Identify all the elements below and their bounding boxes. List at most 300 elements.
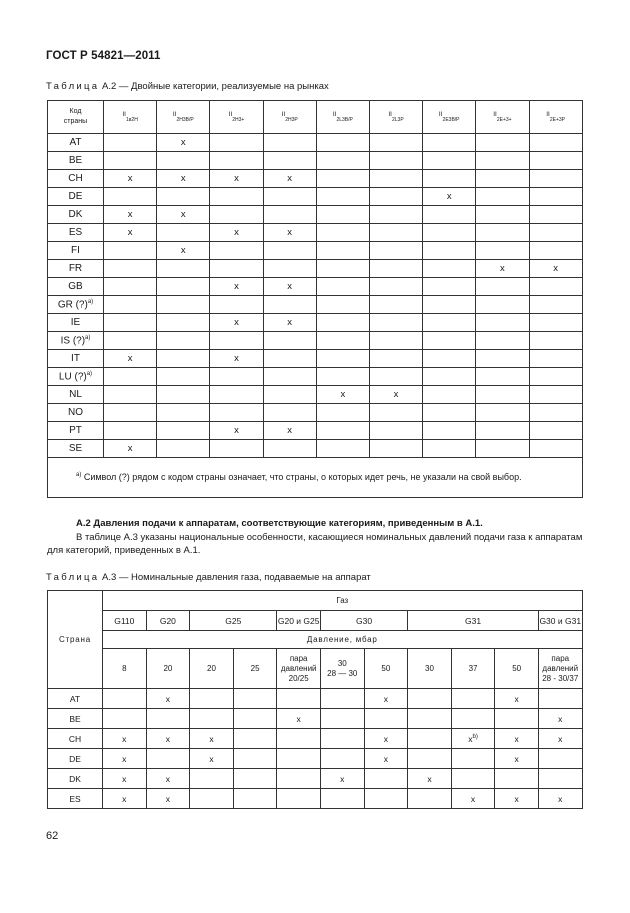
category-numeral: II <box>122 110 126 118</box>
category-subscript: 2Е+3+ <box>496 116 512 123</box>
table-cell <box>476 224 529 242</box>
pressure-line: 50 <box>381 663 391 673</box>
table-cell <box>316 206 369 224</box>
category-subscript: 1в2Н <box>125 116 138 123</box>
country-code-cell: DE <box>48 749 103 769</box>
table-cell <box>316 242 369 260</box>
category-subscript: 2L3Р <box>392 116 404 123</box>
table-cell <box>104 314 157 332</box>
category-subscript: 2Е+3Р <box>549 116 565 123</box>
table-cell <box>320 749 364 769</box>
table-cell <box>316 278 369 296</box>
country-code: CH <box>68 173 83 184</box>
table-cell <box>277 749 321 769</box>
table-cell <box>104 152 157 170</box>
table-cell <box>423 134 476 152</box>
table-a3-caption <box>46 572 371 583</box>
table-cell <box>277 709 321 729</box>
cell-value: x <box>383 693 388 704</box>
table-row <box>48 260 583 278</box>
table-cell <box>233 729 277 749</box>
table-cell <box>103 689 147 709</box>
country-code: PT <box>69 425 82 436</box>
table-cell <box>103 709 147 729</box>
table-cell: x <box>157 134 210 152</box>
table-cell <box>476 368 529 386</box>
table-cell <box>423 206 476 224</box>
table-cell <box>157 152 210 170</box>
table-cell <box>320 789 364 809</box>
table-cell <box>210 206 263 224</box>
pressure-line: 20 <box>163 663 173 673</box>
table-cell <box>190 709 234 729</box>
header-cell-pressure-value <box>364 649 408 689</box>
pressure-line: давлений <box>280 663 317 673</box>
table-cell <box>369 242 422 260</box>
header-cell-category <box>369 101 422 134</box>
table-cell <box>104 188 157 206</box>
header-cell-country-code <box>48 101 104 134</box>
table-cell <box>210 134 263 152</box>
header-cell-gas-group: G20 и G25 <box>277 611 321 631</box>
table-cell <box>263 188 316 206</box>
header-cell-category <box>529 101 582 134</box>
table-cell <box>451 689 495 709</box>
cell-value: x <box>340 773 345 784</box>
country-code: FR <box>68 263 83 274</box>
table-cell <box>529 152 582 170</box>
footnote-marker: а) <box>86 370 93 377</box>
header-cell-pressure-value <box>233 649 277 689</box>
table-cell: x <box>529 260 582 278</box>
table-row <box>48 296 583 314</box>
table-cell <box>423 332 476 350</box>
category-numeral: II <box>332 110 337 118</box>
table-cell <box>529 422 582 440</box>
table-cell <box>423 260 476 278</box>
table-cell <box>146 789 190 809</box>
country-code-cell <box>48 224 104 242</box>
section-title: А.2 Давления подачи к аппаратам, соответствующие категориям, приведенным в А.1. <box>76 518 483 529</box>
cell-value: x <box>209 753 214 764</box>
header-cell-pressure-value <box>320 649 364 689</box>
table-cell <box>316 404 369 422</box>
table-cell: x <box>210 224 263 242</box>
table-cell <box>316 368 369 386</box>
table-cell <box>277 789 321 809</box>
table-cell <box>529 332 582 350</box>
pressure-line: 20/25 <box>288 673 309 683</box>
country-code-cell <box>48 350 104 368</box>
table-cell <box>263 386 316 404</box>
cell-value: x <box>558 793 563 804</box>
paragraph-text: В таблице А.3 указаны национальные особенности, касающиеся номинальных давлений подачи газа к аппаратам для категорий, приведенных в А.1. <box>47 532 583 556</box>
table-cell: x <box>263 278 316 296</box>
table-cell <box>210 152 263 170</box>
table-cell <box>157 314 210 332</box>
table-cell: x <box>104 440 157 458</box>
table-cell <box>146 749 190 769</box>
table-cell <box>263 332 316 350</box>
table-cell <box>316 350 369 368</box>
table-cell <box>495 769 539 789</box>
table-row <box>48 368 583 386</box>
header-cell-category <box>476 101 529 134</box>
table-header-row <box>48 611 583 631</box>
table-cell <box>529 314 582 332</box>
table-cell <box>320 729 364 749</box>
table-cell <box>408 789 452 809</box>
table-cell <box>190 729 234 749</box>
table-cell <box>157 332 210 350</box>
table-cell <box>263 404 316 422</box>
country-code: IT <box>71 353 80 364</box>
table-cell <box>210 368 263 386</box>
table-cell <box>316 134 369 152</box>
cell-value: x <box>514 733 519 744</box>
table-row <box>48 224 583 242</box>
table-row <box>48 422 583 440</box>
table-cell <box>495 709 539 729</box>
table-cell <box>538 769 582 789</box>
caption-label: Таблица <box>46 81 100 92</box>
table-cell <box>146 709 190 729</box>
table-cell <box>263 134 316 152</box>
country-code: BE <box>68 155 83 166</box>
table-cell: x <box>263 224 316 242</box>
table-cell <box>408 689 452 709</box>
footnote-marker: а) <box>87 298 94 305</box>
table-cell <box>210 386 263 404</box>
country-code-cell <box>48 368 104 386</box>
pressure-line: давлений <box>542 663 579 673</box>
table-cell <box>451 709 495 729</box>
table-cell <box>104 422 157 440</box>
table-cell <box>157 386 210 404</box>
table-cell <box>233 709 277 729</box>
table-cell <box>277 729 321 749</box>
table-cell <box>103 789 147 809</box>
table-cell: x <box>157 242 210 260</box>
table-header-row <box>48 101 583 134</box>
table-row <box>48 332 583 350</box>
table-cell <box>157 422 210 440</box>
country-code-cell <box>48 422 104 440</box>
cell-value: x <box>209 733 214 744</box>
footnote-cell <box>48 458 583 498</box>
table-cell <box>104 386 157 404</box>
table-cell <box>263 242 316 260</box>
table-cell <box>408 709 452 729</box>
cell-value: x <box>514 753 519 764</box>
table-cell <box>451 749 495 769</box>
table-a3 <box>47 590 583 809</box>
table-cell <box>210 332 263 350</box>
table-cell <box>190 749 234 769</box>
country-code-cell <box>48 242 104 260</box>
cell-value: x <box>514 693 519 704</box>
table-cell <box>316 170 369 188</box>
table-cell <box>316 224 369 242</box>
country-code-cell: DK <box>48 769 103 789</box>
table-cell <box>476 170 529 188</box>
table-cell <box>476 422 529 440</box>
table-cell <box>408 729 452 749</box>
page-number: 62 <box>46 830 59 842</box>
table-cell <box>316 152 369 170</box>
table-cell <box>476 134 529 152</box>
footnote-marker: а) <box>76 472 82 479</box>
table-a2-caption <box>46 81 329 92</box>
cell-value: x <box>296 713 301 724</box>
header-cell-gas-group: G30 <box>320 611 407 631</box>
standard-header: ГОСТ Р 54821—2011 <box>46 50 161 62</box>
table-cell <box>369 332 422 350</box>
table-cell <box>369 404 422 422</box>
pressure-line: пара <box>289 653 308 663</box>
country-code: LU (?) <box>58 371 87 383</box>
category-subscript: 2Е3В/Р <box>442 116 460 123</box>
table-cell <box>423 296 476 314</box>
table-cell <box>476 404 529 422</box>
table-cell <box>495 689 539 709</box>
table-cell <box>277 769 321 789</box>
caption-label: Таблица <box>46 572 100 583</box>
category-subscript: 2L3В/Р <box>336 116 353 123</box>
table-cell <box>104 134 157 152</box>
table-cell: x <box>476 260 529 278</box>
pressure-line: пара <box>551 653 570 663</box>
table-cell <box>210 260 263 278</box>
table-cell <box>369 152 422 170</box>
header-cell-gas: Газ <box>103 591 583 611</box>
table-cell <box>538 709 582 729</box>
table-cell <box>369 134 422 152</box>
country-code-cell <box>48 404 104 422</box>
table-cell <box>529 224 582 242</box>
table-cell: x <box>104 224 157 242</box>
table-cell <box>263 368 316 386</box>
table-cell <box>529 368 582 386</box>
table-row <box>48 134 583 152</box>
table-cell <box>104 332 157 350</box>
table-cell <box>423 224 476 242</box>
country-code-cell <box>48 206 104 224</box>
table-cell: x <box>263 422 316 440</box>
table-cell <box>263 260 316 278</box>
table-cell <box>104 242 157 260</box>
table-cell <box>364 689 408 709</box>
caption-text: А.3 — Номинальные давления газа, подаваемые на аппарат <box>102 572 371 583</box>
table-cell <box>210 242 263 260</box>
table-cell <box>233 689 277 709</box>
cell-value: x <box>514 793 519 804</box>
header-cell-pressure-value <box>495 649 539 689</box>
header-cell-pressure-value <box>538 649 582 689</box>
table-row <box>48 440 583 458</box>
country-code-cell <box>48 152 104 170</box>
pressure-line: 30 <box>425 663 434 673</box>
table-cell <box>263 350 316 368</box>
country-code: FI <box>71 245 80 256</box>
table-cell <box>210 188 263 206</box>
category-numeral: II <box>388 110 392 118</box>
table-cell <box>408 749 452 769</box>
country-code-cell <box>48 278 104 296</box>
table-a2 <box>47 100 583 498</box>
table-cell <box>476 206 529 224</box>
country-code: DE <box>68 191 83 202</box>
table-cell <box>316 260 369 278</box>
table-cell: x <box>104 206 157 224</box>
table-cell <box>529 404 582 422</box>
header-line: Код <box>69 107 82 115</box>
table-row <box>48 350 583 368</box>
table-cell <box>316 314 369 332</box>
table-cell: x <box>157 206 210 224</box>
table-cell <box>369 170 422 188</box>
table-cell <box>495 749 539 769</box>
header-cell-pressure: Давление, мбар <box>103 631 583 649</box>
pressure-line: 30 <box>337 658 347 668</box>
table-cell <box>316 332 369 350</box>
table-cell <box>529 188 582 206</box>
footnote-row <box>48 458 583 498</box>
header-cell-category <box>210 101 263 134</box>
table-cell <box>233 749 277 769</box>
table-row <box>48 278 583 296</box>
table-cell <box>529 386 582 404</box>
table-row <box>48 789 583 809</box>
cell-value: x <box>122 733 127 744</box>
table-cell <box>364 729 408 749</box>
country-code-cell <box>48 296 104 314</box>
table-cell <box>369 296 422 314</box>
table-cell <box>364 769 408 789</box>
cell-value: x <box>383 753 388 764</box>
header-cell-gas-group: G25 <box>190 611 277 631</box>
table-row <box>48 386 583 404</box>
table-cell <box>210 296 263 314</box>
table-cell <box>369 440 422 458</box>
table-cell <box>495 729 539 749</box>
footnote-marker: а) <box>85 334 91 341</box>
table-row <box>48 749 583 769</box>
table-cell <box>104 404 157 422</box>
pressure-line: 20 <box>207 663 216 673</box>
table-cell: x <box>263 314 316 332</box>
table-cell <box>104 260 157 278</box>
table-cell <box>210 440 263 458</box>
pressure-line: 50 <box>512 663 522 673</box>
table-cell <box>408 769 452 789</box>
cell-value: x <box>165 693 171 704</box>
table-cell <box>316 440 369 458</box>
table-cell <box>146 729 190 749</box>
country-code: AT <box>69 137 82 148</box>
pressure-line: 8 <box>122 663 127 673</box>
country-code: NL <box>69 389 82 400</box>
table-cell <box>423 314 476 332</box>
table-cell <box>369 188 422 206</box>
table-cell <box>423 404 476 422</box>
header-cell-category <box>157 101 210 134</box>
cell-value: x <box>558 713 563 724</box>
header-cell-pressure-value <box>451 649 495 689</box>
table-cell <box>476 350 529 368</box>
cell-value: x <box>427 773 432 784</box>
header-cell-pressure-value <box>190 649 234 689</box>
table-row <box>48 689 583 709</box>
cell-value: x <box>122 793 127 804</box>
country-code: NO <box>68 407 83 418</box>
table-header-row <box>48 631 583 649</box>
table-cell <box>538 689 582 709</box>
table-cell <box>104 296 157 314</box>
country-code: DK <box>68 209 83 220</box>
country-code-cell <box>48 188 104 206</box>
table-cell: x <box>104 350 157 368</box>
table-cell <box>369 206 422 224</box>
table-cell <box>529 440 582 458</box>
header-cell-gas-group: G30 и G31 <box>538 611 582 631</box>
category-subscript: 2Н3В/Р <box>176 116 194 123</box>
table-row <box>48 152 583 170</box>
table-cell <box>476 278 529 296</box>
table-row <box>48 188 583 206</box>
table-cell <box>476 152 529 170</box>
country-code-cell <box>48 386 104 404</box>
pressure-line: 25 <box>250 663 260 673</box>
table-cell <box>423 242 476 260</box>
table-cell <box>233 789 277 809</box>
table-cell: x <box>104 170 157 188</box>
table-header-row <box>48 591 583 611</box>
table-cell <box>369 260 422 278</box>
table-row <box>48 769 583 789</box>
table-row <box>48 729 583 749</box>
table-cell <box>529 170 582 188</box>
category-subscript: 2Н3+ <box>232 116 245 123</box>
table-cell <box>529 242 582 260</box>
country-code-cell: BE <box>48 709 103 729</box>
country-code: ES <box>68 227 83 238</box>
table-cell <box>157 224 210 242</box>
section-paragraph <box>47 531 583 557</box>
country-code-cell <box>48 170 104 188</box>
category-numeral: II <box>172 110 177 118</box>
table-cell <box>364 709 408 729</box>
table-cell <box>316 422 369 440</box>
table-cell <box>103 729 147 749</box>
table-cell <box>538 729 582 749</box>
table-cell: x <box>423 188 476 206</box>
cell-value: x <box>383 733 388 744</box>
category-numeral: II <box>438 110 443 118</box>
table-cell <box>157 260 210 278</box>
pressure-line: 28 - 30/37 <box>542 673 579 683</box>
table-cell <box>364 789 408 809</box>
category-subscript: 2Н3Р <box>285 116 298 123</box>
table-cell <box>263 296 316 314</box>
header-text <box>64 107 87 128</box>
header-cell-category <box>263 101 316 134</box>
table-cell <box>423 386 476 404</box>
table-cell <box>476 314 529 332</box>
table-cell <box>538 749 582 769</box>
table-row <box>48 242 583 260</box>
table-cell <box>157 440 210 458</box>
